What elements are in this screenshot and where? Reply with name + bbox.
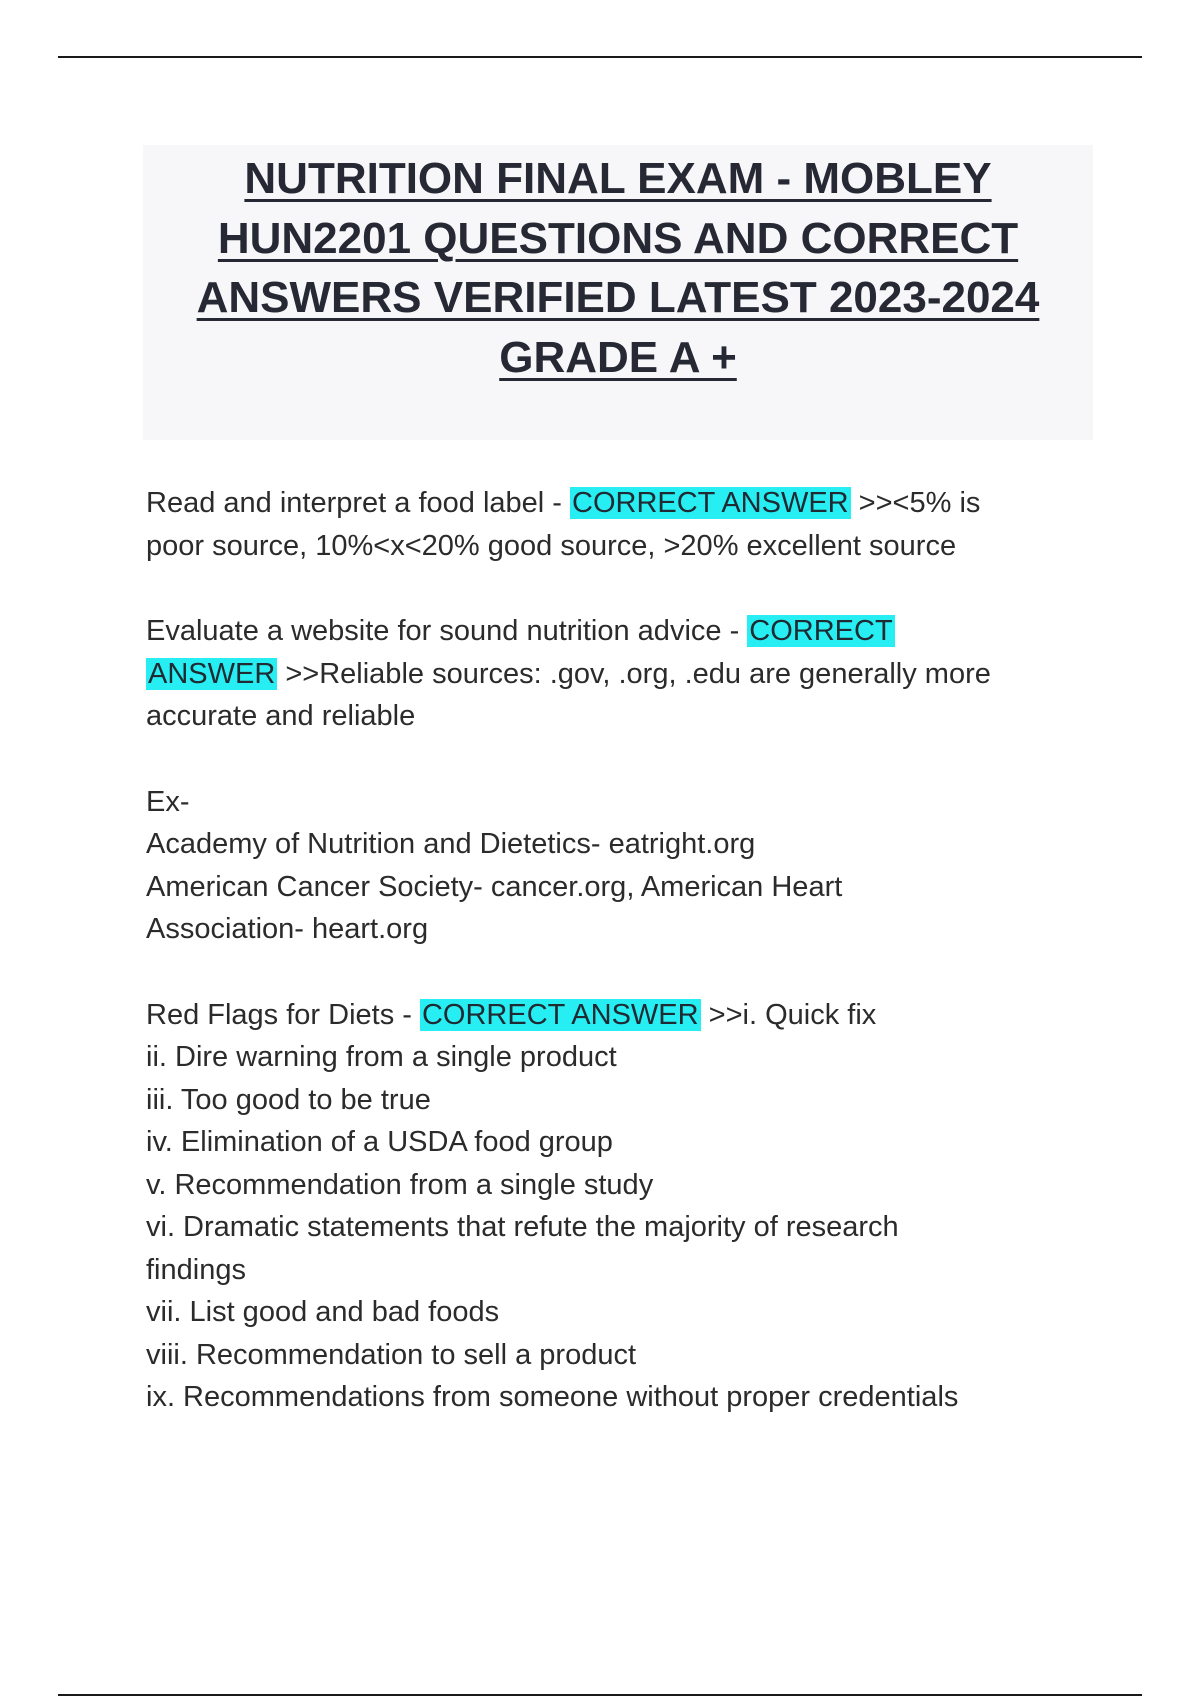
document-title-line-1: NUTRITION FINAL EXAM - MOBLEY xyxy=(244,154,992,203)
title-box xyxy=(143,145,1093,440)
document-body xyxy=(146,482,1096,1462)
qa-line xyxy=(146,482,1096,525)
qa-food-label xyxy=(146,482,1096,567)
answer-text: >><5% is xyxy=(850,487,981,519)
correct-answer-tag: CORRECT ANSWER xyxy=(421,998,699,1031)
example-item: Association- heart.org xyxy=(146,913,429,945)
document-title-line-2: HUN2201 QUESTIONS AND CORRECT xyxy=(217,213,1019,263)
correct-answer-tag-part-2: ANSWER xyxy=(148,657,276,690)
qa-line xyxy=(146,653,1096,696)
answer-text: accurate and reliable xyxy=(146,700,416,732)
red-flag-item: vii. List good and bad foods xyxy=(146,1296,500,1328)
footer-rule xyxy=(58,1694,1142,1696)
example-item: Academy of Nutrition and Dietetics- eatright.org xyxy=(146,828,756,860)
header-rule xyxy=(58,56,1142,58)
question-text: Read and interpret a food label - xyxy=(146,487,570,519)
question-text: Red Flags for Diets - xyxy=(146,998,420,1031)
qa-website-evaluation xyxy=(146,610,1096,738)
document-title-line-4: GRADE A + xyxy=(499,332,737,382)
answer-text: >>Reliable sources: .gov, .org, .edu are generally more xyxy=(277,657,991,690)
red-flag-item: findings xyxy=(146,1253,246,1286)
examples-label: Ex- xyxy=(146,785,190,818)
answer-text: >>i. Quick fix xyxy=(700,998,877,1031)
answer-text: poor source, 10%<x<20% good source, >20% excellent source xyxy=(146,529,957,562)
qa-line xyxy=(146,610,1096,653)
examples-list xyxy=(146,781,1096,951)
correct-answer-tag: CORRECT ANSWER xyxy=(572,487,849,519)
correct-answer-tag-part-1: CORRECT xyxy=(749,615,893,647)
red-flag-item: iv. Elimination of a USDA food group xyxy=(146,1126,613,1158)
question-text: Evaluate a website for sound nutrition advice - xyxy=(146,615,748,647)
example-item: American Cancer Society- cancer.org, American Heart xyxy=(146,870,843,903)
qa-line xyxy=(146,994,1096,1037)
document-title-line-3: ANSWERS VERIFIED LATEST 2023-2024 xyxy=(196,273,1040,322)
red-flag-item: ix. Recommendations from someone without proper credentials xyxy=(146,1381,959,1413)
red-flag-item: ii. Dire warning from a single product xyxy=(146,1041,617,1073)
red-flag-item: vi. Dramatic statements that refute the majority of research xyxy=(146,1211,899,1243)
red-flag-item: viii. Recommendation to sell a product xyxy=(146,1338,637,1371)
qa-red-flags xyxy=(146,994,1096,1419)
red-flag-item: iii. Too good to be true xyxy=(146,1083,431,1116)
red-flag-item: v. Recommendation from a single study xyxy=(146,1168,654,1201)
